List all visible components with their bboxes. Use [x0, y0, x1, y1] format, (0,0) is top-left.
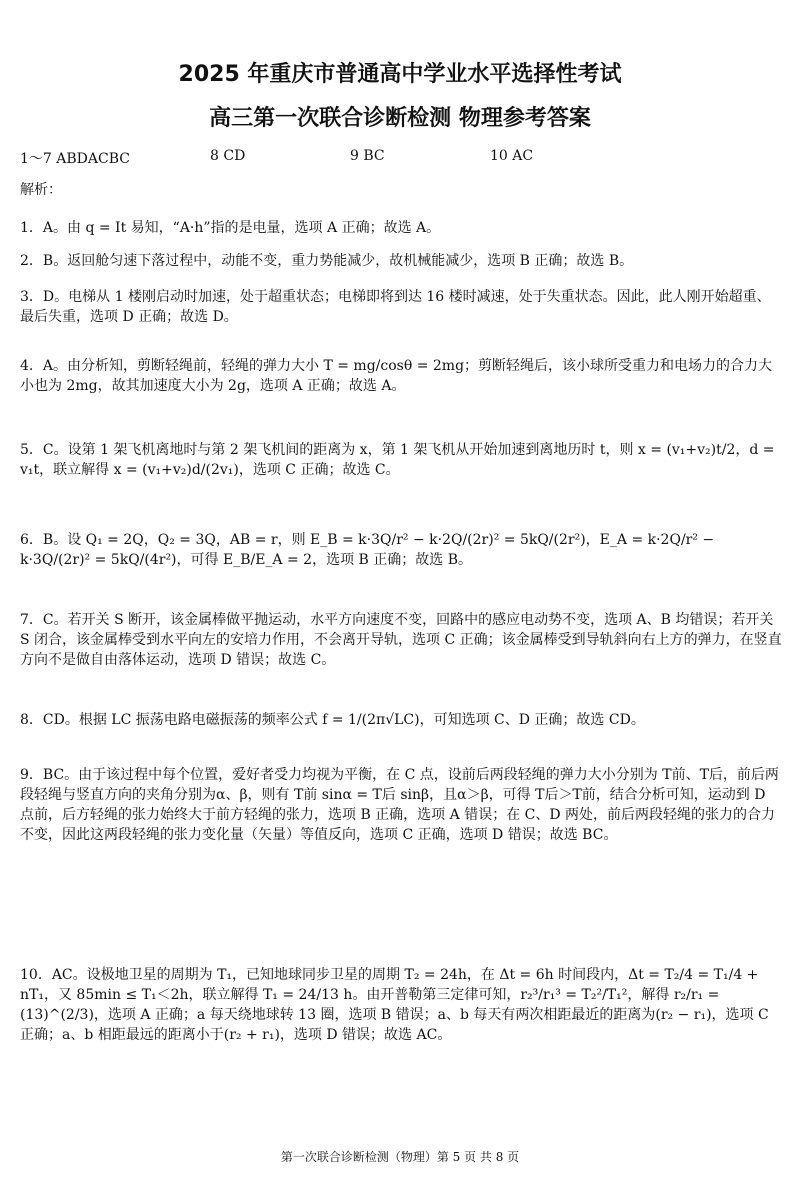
solution-1: 1．A。由 q = It 易知，“A·h”指的是电量，选项 A 正确；故选 A。: [20, 220, 441, 236]
solution-5: 5．C。设第 1 架飞机离地时与第 2 架飞机间的距离为 x，第 1 架飞机从开始加速到离地历时 t，则 x = (v₁+v₂)t/2，d = v₁t，联立解得 x = (v₁+v₂)d/(2v₁)，选项 C 正确；故选 C。: [20, 442, 775, 478]
solution-2: 2．B。返回舱匀速下落过程中，动能不变，重力势能减少，故机械能减少，选项 B 正确；故选 B。: [20, 253, 634, 269]
answer-8: 8 CD: [210, 148, 246, 164]
answer-10: 10 AC: [490, 148, 534, 164]
solution-4: 4．A。由分析知，剪断轻绳前，轻绳的弹力大小 T = mg/cosθ = 2mg；剪断轻绳后，该小球所受重力和电场力的合力大小也为 2mg，故其加速度大小为 2g，选项 A 正确；故选 A。: [20, 358, 773, 394]
answer-1-7: 1～7 ABDACBC: [20, 151, 130, 167]
solution-8: 8．CD。根据 LC 振荡电路电磁振荡的频率公式 f = 1/(2π√LC)，可知选项 C、D 正确；故选 CD。: [20, 712, 645, 728]
page-footer: 第一次联合诊断检测（物理）第 5 页 共 8 页: [280, 1150, 520, 1164]
solution-3: 3．D。电梯从 1 楼刚启动时加速，处于超重状态；电梯即将到达 16 楼时减速，处于失重状态。因此，此人刚开始超重、最后失重，选项 D 正确；故选 D。: [20, 289, 771, 325]
solution-9: 9．BC。由于该过程中每个位置，爱好者受力均视为平衡，在 C 点，设前后两段轻绳的弹力大小分别为 T前、T后，前后两段轻绳与竖直方向的夹角分别为α、β，则有 T前 sinα = T后 sinβ，且α＞β，可得 T后＞T前，结合分析可知，运动到 D 点前，后方轻绳的张力始终大于前方轻绳的张力，选项 B 正确，选项 A 错误；在 C、D 两处，前后两段轻绳的张力的合力不变，因此这两段轻绳的张力变化量（矢量）等值反向，选项 C 正确，选项 D 错误；故选 BC。: [20, 767, 779, 843]
analysis-heading: 解析：: [20, 182, 62, 198]
solution-7: 7．C。若开关 S 断开，该金属棒做平抛运动，水平方向速度不变，回路中的感应电动势不变，选项 A、B 均错误；若开关 S 闭合，该金属棒受到水平向左的安培力作用，不会离开导轨，选项 C 正确；该金属棒受到导轨斜向右上方的弹力，在竖直方向不是做自由落体运动，选项 D 错误；故选 C。: [20, 612, 782, 668]
page-subtitle: 高三第一次联合诊断检测 物理参考答案: [209, 106, 591, 131]
solution-6: 6．B。设 Q₁ = 2Q，Q₂ = 3Q，AB = r，则 E_B = k·3Q/r² − k·2Q/(2r)² = 5kQ/(2r²)，E_A = k·2Q/r² − k·3Q/(2r)² = 5kQ/(4r²)，可得 E_B/E_A = 2，选项 B 正确；故选 B。: [20, 532, 715, 568]
solution-10: 10．AC。设极地卫星的周期为 T₁，已知地球同步卫星的周期 T₂ = 24h，在 Δt = 6h 时间段内，Δt = T₂/4 = T₁/4 + nT₁，又 85min ≤ T₁＜2h，联立解得 T₁ = 24/13 h。由开普勒第三定律可知，r₂³/r₁³ = T₂²/T₁²，解得 r₂/r₁ = (13)^(2/3)，选项 A 正确；a 每天绕地球转 13 圈，选项 B 错误；a、b 每天有两次相距最近的距离为(r₂ − r₁)，选项 C 正确；a、b 相距最远的距离小于(r₂ + r₁)，选项 D 错误；故选 AC。: [20, 967, 769, 1043]
answer-key: [20, 148, 780, 168]
answer-9: 9 BC: [350, 148, 385, 164]
page-title: 2025 年重庆市普通高中学业水平选择性考试: [178, 62, 622, 87]
